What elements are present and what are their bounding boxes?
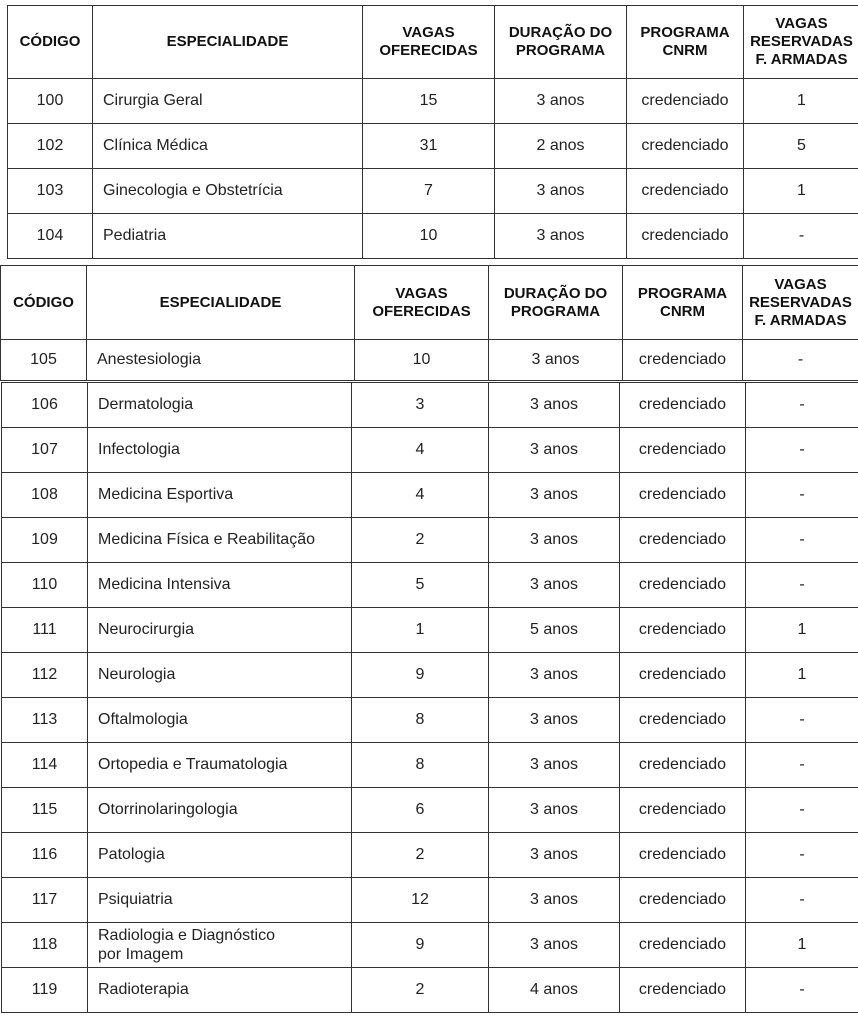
cell-duracao: 3 anos (489, 743, 620, 788)
cell-especialidade: Medicina Física e Reabilitação (88, 518, 352, 563)
cell-codigo: 112 (2, 653, 88, 698)
cell-codigo: 115 (2, 788, 88, 833)
header-especialidade: ESPECIALIDADE (87, 266, 355, 340)
table-row (2, 698, 858, 743)
cell-duracao: 3 anos (489, 878, 620, 923)
cell-vagas: 10 (355, 340, 489, 381)
cell-especialidade: Neurologia (88, 653, 352, 698)
cell-reservadas: - (746, 428, 858, 473)
cell-programa: credenciado (623, 340, 743, 381)
cell-programa: credenciado (620, 653, 746, 698)
cell-reservadas: - (746, 878, 858, 923)
cell-reservadas: 1 (744, 169, 858, 214)
table-row (2, 878, 858, 923)
cell-codigo: 104 (8, 214, 93, 259)
cell-reservadas: 1 (746, 653, 858, 698)
cell-reservadas: 1 (746, 608, 858, 653)
header-programa: PROGRAMA CNRM (623, 266, 743, 340)
cell-programa: credenciado (620, 968, 746, 1013)
cell-duracao: 5 anos (489, 608, 620, 653)
cell-especialidade: Otorrinolaringologia (88, 788, 352, 833)
cell-reservadas: 1 (744, 79, 858, 124)
cell-vagas: 2 (352, 518, 489, 563)
table-row (2, 788, 858, 833)
cell-vagas: 2 (352, 833, 489, 878)
header-reservadas: VAGAS RESERVADAS F. ARMADAS (743, 266, 858, 340)
cell-especialidade: Patologia (88, 833, 352, 878)
vacancies-table-top (7, 5, 858, 259)
cell-reservadas: - (746, 833, 858, 878)
table-row (2, 608, 858, 653)
table-row (2, 518, 858, 563)
table-row (8, 214, 858, 259)
cell-especialidade: Medicina Intensiva (88, 563, 352, 608)
cell-codigo: 118 (2, 923, 88, 968)
cell-programa: credenciado (620, 428, 746, 473)
cell-especialidade: Radioterapia (88, 968, 352, 1013)
cell-programa: credenciado (620, 788, 746, 833)
cell-programa: credenciado (620, 383, 746, 428)
cell-especialidade: Oftalmologia (88, 698, 352, 743)
cell-duracao: 4 anos (489, 968, 620, 1013)
table-row (2, 563, 858, 608)
table-row (2, 428, 858, 473)
cell-codigo: 105 (1, 340, 87, 381)
cell-reservadas: 5 (744, 124, 858, 169)
cell-especialidade: Infectologia (88, 428, 352, 473)
cell-vagas: 15 (363, 79, 495, 124)
cell-codigo: 110 (2, 563, 88, 608)
cell-codigo: 117 (2, 878, 88, 923)
cell-vagas: 31 (363, 124, 495, 169)
cell-especialidade: Pediatria (93, 214, 363, 259)
cell-duracao: 3 anos (489, 428, 620, 473)
cell-vagas: 2 (352, 968, 489, 1013)
cell-programa: credenciado (620, 563, 746, 608)
cell-codigo: 116 (2, 833, 88, 878)
cell-codigo: 100 (8, 79, 93, 124)
header-especialidade: ESPECIALIDADE (93, 6, 363, 79)
header-codigo: CÓDIGO (8, 6, 93, 79)
cell-codigo: 113 (2, 698, 88, 743)
cell-especialidade: Clínica Médica (93, 124, 363, 169)
header-duracao: DURAÇÃO DO PROGRAMA (489, 266, 623, 340)
header-reservadas: VAGAS RESERVADAS F. ARMADAS (744, 6, 858, 79)
cell-programa: credenciado (620, 923, 746, 968)
cell-vagas: 8 (352, 743, 489, 788)
cell-duracao: 3 anos (489, 698, 620, 743)
cell-especialidade: Anestesiologia (87, 340, 355, 381)
cell-programa: credenciado (620, 833, 746, 878)
cell-especialidade: Medicina Esportiva (88, 473, 352, 518)
table-row (2, 653, 858, 698)
cell-especialidade: Cirurgia Geral (93, 79, 363, 124)
cell-duracao: 3 anos (495, 79, 627, 124)
cell-reservadas: - (746, 968, 858, 1013)
vacancies-table-middle (0, 265, 858, 381)
cell-vagas: 9 (352, 923, 489, 968)
cell-reservadas: 1 (746, 923, 858, 968)
cell-programa: credenciado (620, 743, 746, 788)
cell-duracao: 3 anos (489, 923, 620, 968)
cell-programa: credenciado (620, 473, 746, 518)
cell-vagas: 4 (352, 428, 489, 473)
cell-especialidade: Psiquiatria (88, 878, 352, 923)
cell-reservadas: - (746, 383, 858, 428)
header-vagas: VAGAS OFERECIDAS (363, 6, 495, 79)
table-row (2, 968, 858, 1013)
cell-especialidade: Ortopedia e Traumatologia (88, 743, 352, 788)
table-row (2, 833, 858, 878)
cell-duracao: 3 anos (489, 653, 620, 698)
cell-especialidade: Neurocirurgia (88, 608, 352, 653)
table-row (8, 124, 858, 169)
cell-codigo: 106 (2, 383, 88, 428)
cell-codigo: 111 (2, 608, 88, 653)
cell-codigo: 108 (2, 473, 88, 518)
cell-reservadas: - (746, 473, 858, 518)
cell-duracao: 2 anos (495, 124, 627, 169)
cell-vagas: 9 (352, 653, 489, 698)
cell-vagas: 1 (352, 608, 489, 653)
cell-vagas: 12 (352, 878, 489, 923)
header-row (1, 266, 858, 340)
cell-duracao: 3 anos (489, 473, 620, 518)
header-vagas: VAGAS OFERECIDAS (355, 266, 489, 340)
cell-reservadas: - (744, 214, 858, 259)
cell-duracao: 3 anos (489, 788, 620, 833)
cell-vagas: 10 (363, 214, 495, 259)
cell-reservadas: - (746, 518, 858, 563)
cell-programa: credenciado (627, 169, 744, 214)
cell-codigo: 103 (8, 169, 93, 214)
table-row (8, 79, 858, 124)
table-row (8, 169, 858, 214)
cell-reservadas: - (746, 788, 858, 833)
cell-duracao: 3 anos (489, 383, 620, 428)
cell-codigo: 119 (2, 968, 88, 1013)
cell-especialidade: Radiologia e Diagnóstico por Imagem (88, 923, 352, 968)
cell-reservadas: - (746, 563, 858, 608)
cell-programa: credenciado (620, 698, 746, 743)
cell-especialidade: Ginecologia e Obstetrícia (93, 169, 363, 214)
cell-programa: credenciado (620, 608, 746, 653)
cell-programa: credenciado (620, 878, 746, 923)
cell-reservadas: - (746, 698, 858, 743)
cell-reservadas: - (743, 340, 858, 381)
cell-duracao: 3 anos (495, 214, 627, 259)
cell-programa: credenciado (627, 124, 744, 169)
cell-codigo: 109 (2, 518, 88, 563)
cell-duracao: 3 anos (489, 518, 620, 563)
cell-duracao: 3 anos (489, 563, 620, 608)
cell-programa: credenciado (620, 518, 746, 563)
cell-duracao: 3 anos (489, 833, 620, 878)
cell-duracao: 3 anos (495, 169, 627, 214)
cell-programa: credenciado (627, 214, 744, 259)
cell-vagas: 5 (352, 563, 489, 608)
header-duracao: DURAÇÃO DO PROGRAMA (495, 6, 627, 79)
cell-vagas: 7 (363, 169, 495, 214)
cell-duracao: 3 anos (489, 340, 623, 381)
table-row (2, 383, 858, 428)
cell-especialidade: Dermatologia (88, 383, 352, 428)
header-codigo: CÓDIGO (1, 266, 87, 340)
cell-programa: credenciado (627, 79, 744, 124)
cell-codigo: 107 (2, 428, 88, 473)
table-row (1, 340, 858, 381)
cell-codigo: 114 (2, 743, 88, 788)
cell-vagas: 6 (352, 788, 489, 833)
table-row (2, 923, 858, 968)
table-row (2, 743, 858, 788)
cell-vagas: 8 (352, 698, 489, 743)
cell-vagas: 3 (352, 383, 489, 428)
cell-codigo: 102 (8, 124, 93, 169)
cell-reservadas: - (746, 743, 858, 788)
header-programa: PROGRAMA CNRM (627, 6, 744, 79)
table-row (2, 473, 858, 518)
header-row (8, 6, 858, 79)
vacancies-table-bottom (1, 382, 858, 1013)
cell-vagas: 4 (352, 473, 489, 518)
